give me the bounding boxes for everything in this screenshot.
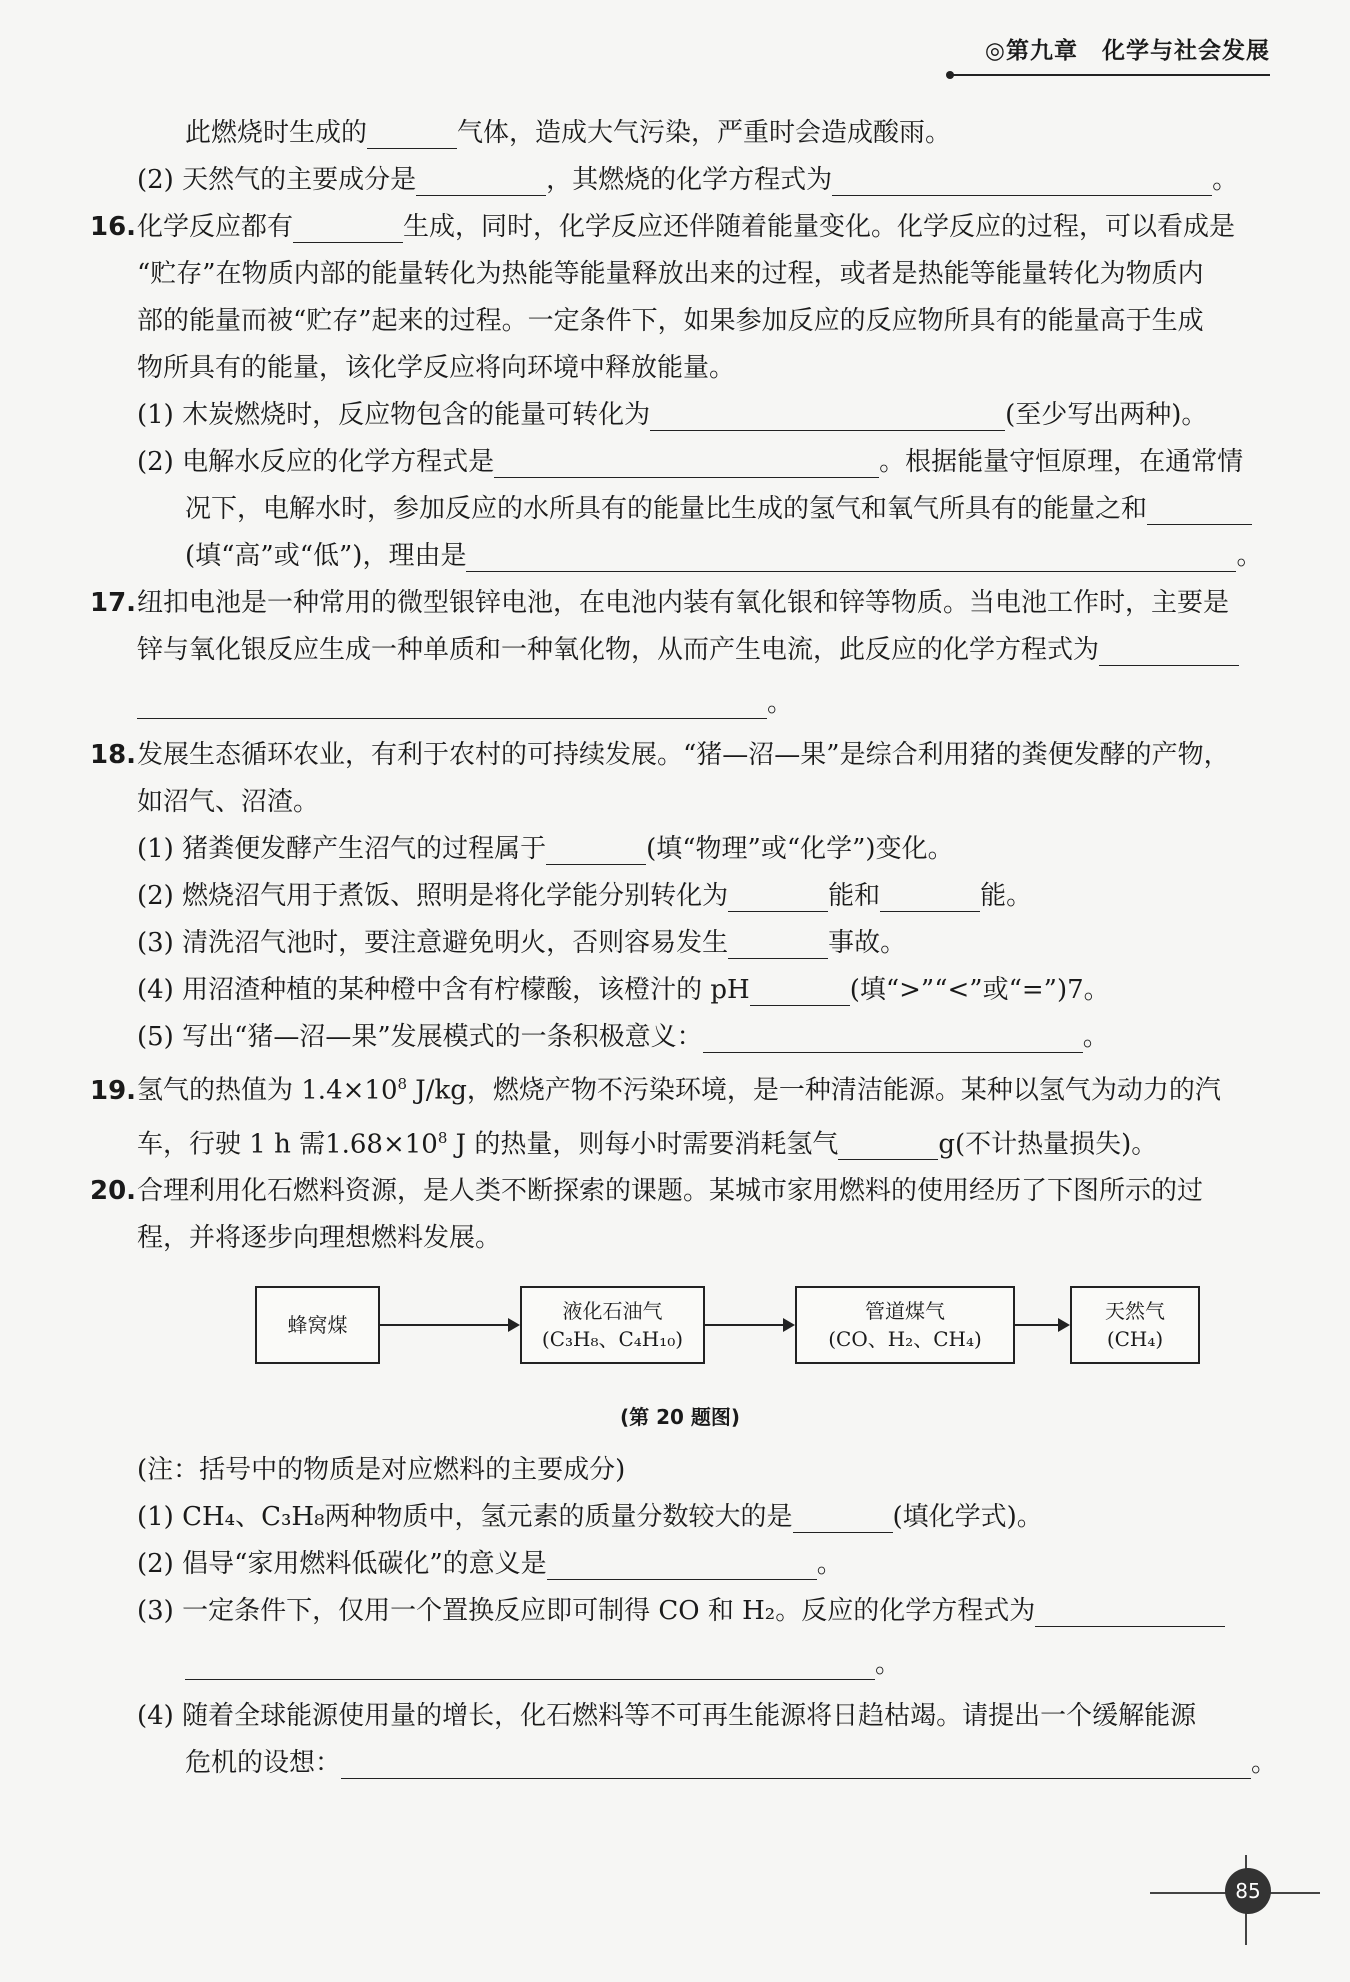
text-line: 此燃烧时生成的 气体，造成大气污染，严重时会造成酸雨。: [185, 118, 952, 148]
question-number: 20.: [90, 1176, 137, 1207]
answer-blank[interactable]: [546, 834, 646, 865]
question-number: 19.: [90, 1075, 137, 1106]
header-rule: [950, 74, 1270, 76]
text-line: (4) 用沼渣种植的某种橙中含有柠檬酸，该橙汁的 pH (填“>”“<”或“=”)7。: [137, 975, 1110, 1005]
answer-blank[interactable]: [416, 165, 546, 196]
text-line: 。: [90, 674, 1270, 732]
fuel-flow-diagram: [90, 1268, 1270, 1393]
answer-blank[interactable]: [650, 400, 1005, 431]
text-line: (3) 一定条件下，仅用一个置换反应即可制得 CO 和 H₂。反应的化学方程式为: [90, 1588, 1270, 1635]
answer-blank[interactable]: [547, 1549, 817, 1580]
answer-blank[interactable]: [703, 1022, 1083, 1053]
flow-arrow: [1015, 1324, 1068, 1326]
answer-blank[interactable]: [185, 1649, 875, 1680]
diagram-box-lpg: 液化石油气 (C₃H₈、C₄H₁₀): [520, 1286, 705, 1364]
text-line: (1) CH₄、C₃H₈两种物质中，氢元素的质量分数较大的是 (填化学式)。: [137, 1502, 1043, 1533]
text-line: 物所具有的能量，该化学反应将向环境中释放能量。: [137, 353, 736, 383]
answer-blank[interactable]: [838, 1129, 938, 1160]
answer-blank[interactable]: [880, 881, 980, 912]
question-16: 16.化学反应都有 生成，同时，化学反应还伴随着能量变化。化学反应的过程，可以看成是: [90, 204, 1270, 251]
text-line: 危机的设想： 。: [185, 1748, 1278, 1779]
text-line: 。: [90, 1635, 1270, 1693]
text-line: “贮存”在物质内部的能量转化为热能等能量释放出来的过程，或者是热能等能量转化为物质内: [137, 259, 1204, 289]
question-number: 18.: [90, 740, 137, 770]
answer-blank[interactable]: [341, 1748, 1251, 1779]
question-number: 16.: [90, 212, 137, 242]
page-content: [90, 110, 1278, 1787]
answer-blank[interactable]: [728, 881, 828, 912]
text-line: (1) 猪粪便发酵产生沼气的过程属于 (填“物理”或“化学”)变化。: [137, 834, 954, 864]
answer-blank[interactable]: [1099, 635, 1239, 666]
answer-blank[interactable]: [750, 975, 850, 1006]
question-20: 20.合理利用化石燃料资源，是人类不断探索的课题。某城市家用燃料的使用经历了下图所示的过: [90, 1168, 1270, 1215]
answer-blank[interactable]: [1147, 494, 1252, 525]
answer-blank[interactable]: [293, 212, 403, 243]
diagram-box-pipeline-gas: 管道煤气 (CO、H₂、CH₄): [795, 1286, 1015, 1364]
text-line: 锌与氧化银反应生成一种单质和一种氧化物，从而产生电流，此反应的化学方程式为: [90, 627, 1270, 674]
answer-blank[interactable]: [367, 118, 457, 149]
text-line: (5) 写出“猪—沼—果”发展模式的一条积极意义： 。: [137, 1022, 1109, 1052]
text-line: 部的能量而被“贮存”起来的过程。一定条件下，如果参加反应的反应物所具有的能量高于生成: [137, 306, 1204, 336]
question-18: 18.发展生态循环农业，有利于农村的可持续发展。“猪—沼—果”是综合利用猪的粪便发酵的产物，: [90, 732, 1270, 779]
text-line: (2) 燃烧沼气用于煮饭、照明是将化学能分别转化为 能和 能。: [137, 881, 1033, 911]
text-line: 如沼气、沼渣。: [137, 787, 320, 817]
answer-blank[interactable]: [832, 165, 1212, 196]
flow-arrow: [380, 1324, 518, 1326]
text-line: (3) 清洗沼气池时，要注意避免明火，否则容易发生 事故。: [137, 928, 907, 958]
answer-blank[interactable]: [466, 541, 1236, 572]
text-line: 程，并将逐步向理想燃料发展。: [137, 1223, 502, 1254]
diagram-box-honeycomb-coal: 蜂窝煤: [255, 1286, 380, 1364]
text-line: (2) 电解水反应的化学方程式是 。根据能量守恒原理，在通常情: [137, 447, 1244, 477]
text-line: (2) 天然气的主要成分是 ，其燃烧的化学方程式为 。: [137, 165, 1239, 195]
note-line: (注：括号中的物质是对应燃料的主要成分): [137, 1455, 626, 1486]
text-line: 况下，电解水时，参加反应的水所具有的能量比生成的氢气和氧气所具有的能量之和: [90, 486, 1270, 533]
diagram-box-natural-gas: 天然气 (CH₄): [1070, 1286, 1200, 1364]
flow-arrow: [705, 1324, 793, 1326]
question-number: 17.: [90, 588, 137, 618]
answer-blank[interactable]: [728, 928, 828, 959]
answer-blank[interactable]: [1035, 1596, 1225, 1627]
answer-blank[interactable]: [793, 1502, 893, 1533]
question-17: 17.纽扣电池是一种常用的微型银锌电池，在电池内装有氧化银和锌等物质。当电池工作时，主要是: [90, 580, 1270, 627]
chapter-header: ◎第九章 化学与社会发展: [984, 38, 1270, 64]
text-line: (4) 随着全球能源使用量的增长，化石燃料等不可再生能源将日趋枯竭。请提出一个缓解能源: [137, 1701, 1197, 1732]
text-line: (填“高”或“低”)，理由是 。: [185, 541, 1263, 571]
figure-caption: (第 20 题图): [619, 1405, 741, 1430]
text-line: (1) 木炭燃烧时，反应物包含的能量可转化为 (至少写出两种)。: [137, 400, 1208, 430]
text-line: 车，行驶 1 h 需$1.68\times 10^8$ J 的热量，则每小时需要消耗氢气 g(不计热量损失)。: [137, 1128, 1158, 1160]
page-number: 85: [1225, 1868, 1271, 1914]
question-19: 19.氢气的热值为 $1.4\times 10^8$ J/kg，燃烧产物不污染环境，是一种清洁能源。某种以氢气为动力的汽: [90, 1061, 1270, 1115]
text-line: (2) 倡导“家用燃料低碳化”的意义是 。: [137, 1549, 843, 1580]
answer-blank[interactable]: [137, 688, 767, 719]
answer-blank[interactable]: [494, 447, 879, 478]
